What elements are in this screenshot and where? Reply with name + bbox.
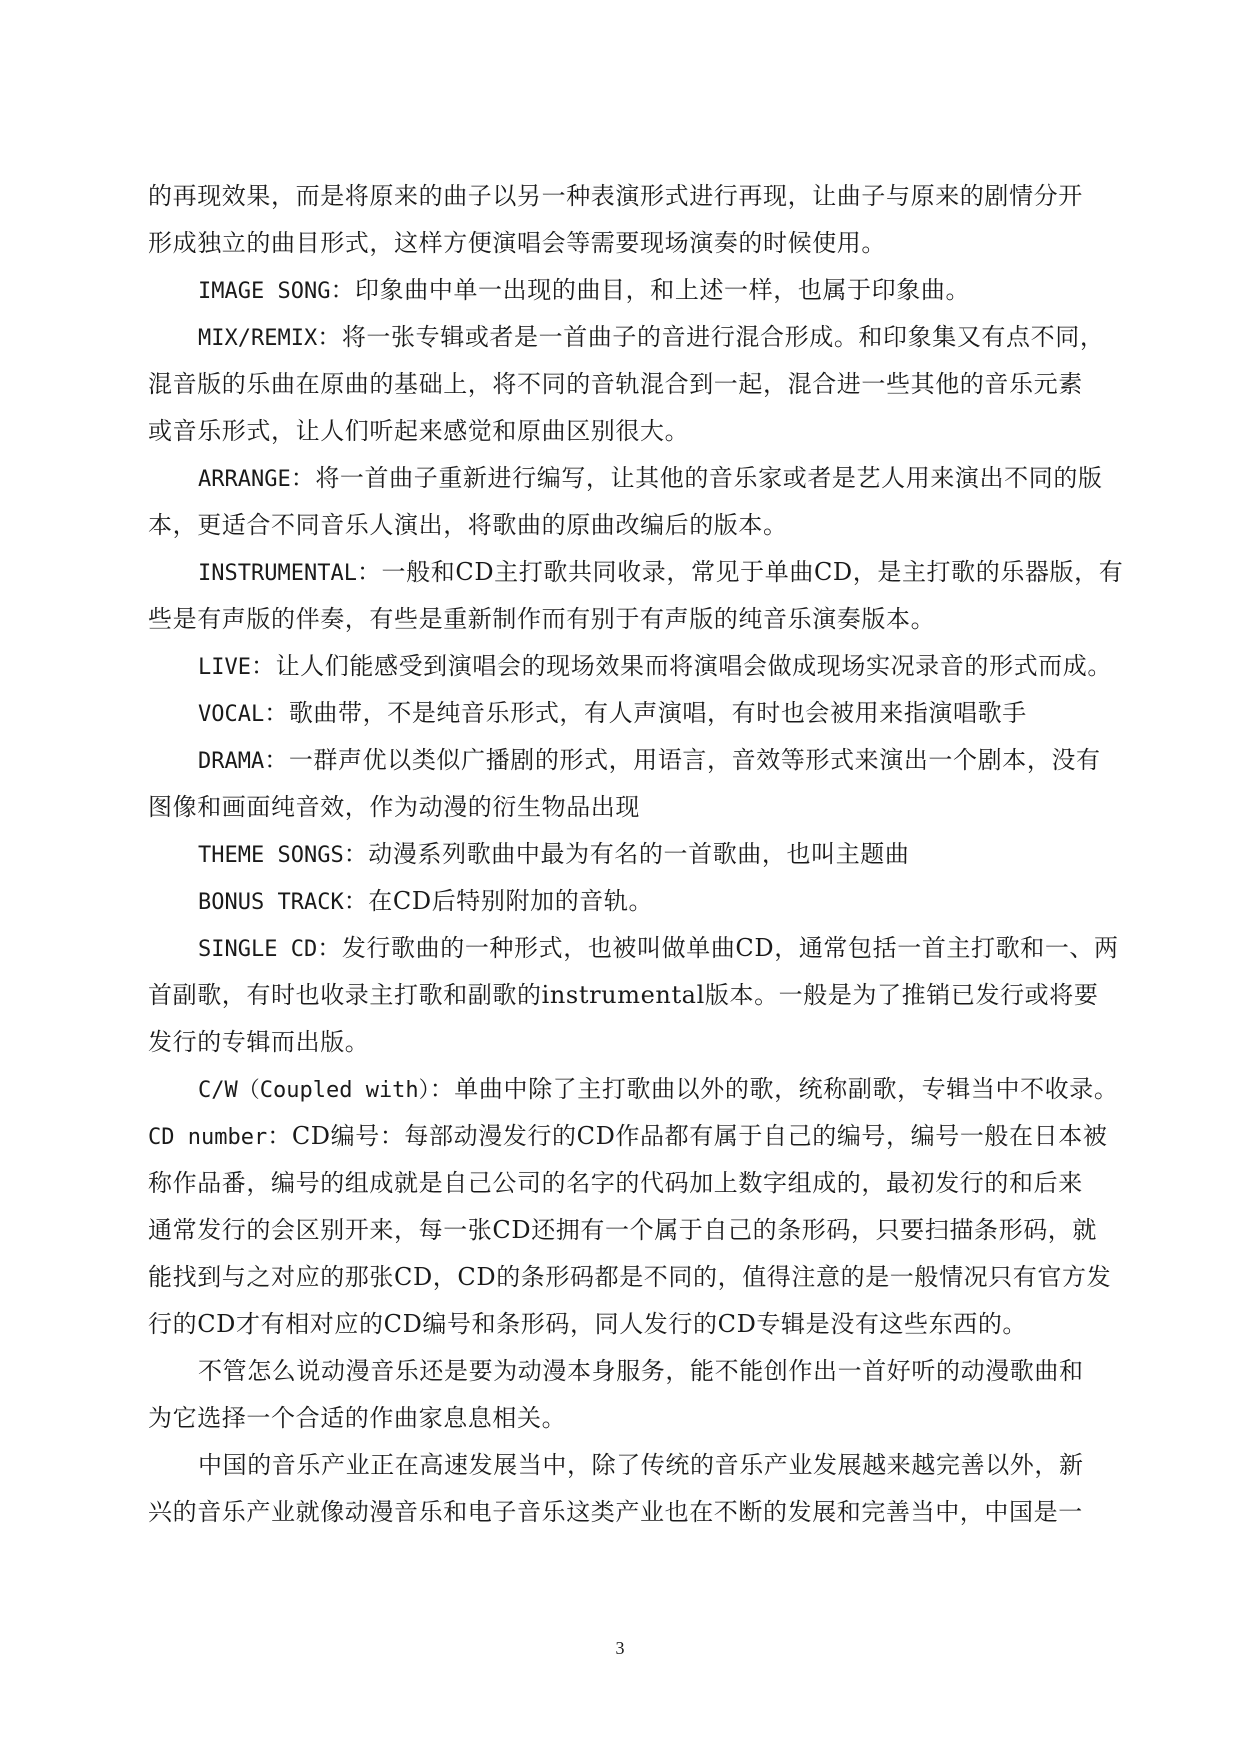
text-line	[148, 220, 1124, 267]
text-line	[148, 643, 1124, 690]
line-text: 中国的音乐产业正在高速发展当中，除了传统的音乐产业发展越来越完善以外，新	[198, 1451, 1084, 1479]
text-line	[148, 502, 1124, 549]
line-text: ：发行歌曲的一种形式，也被叫做单曲CD，通常包括一首主打歌和一、两	[317, 934, 1119, 962]
line-text: 兴的音乐产业就像动漫音乐和电子音乐这类产业也在不断的发展和完善当中，中国是一	[148, 1498, 1083, 1526]
line-text: 为它选择一个合适的作曲家息息相关。	[148, 1404, 567, 1432]
line-text: ：将一首曲子重新进行编写，让其他的音乐家或者是艺人用来演出不同的版	[290, 464, 1103, 492]
glossary-term: DRAMA	[198, 749, 265, 774]
glossary-term: MIX/REMIX	[198, 326, 318, 351]
text-line	[148, 1160, 1124, 1207]
text-line	[148, 1207, 1124, 1254]
line-text: 首副歌，有时也收录主打歌和副歌的instrumental版本。一般是为了推销已发行或将要	[148, 981, 1099, 1009]
text-line	[148, 878, 1124, 925]
text-line	[148, 1066, 1124, 1113]
line-text: ：将一张专辑或者是一首曲子的音进行混合形成。和印象集又有点不同，	[317, 323, 1105, 351]
text-line	[148, 596, 1124, 643]
page-number: 3	[615, 1638, 625, 1658]
line-text: ：印象曲中单一出现的曲目，和上述一样，也属于印象曲。	[330, 276, 971, 304]
line-text: ：一群声优以类似广播剧的形式，用语言，音效等形式来演出一个剧本，没有	[264, 746, 1101, 774]
text-line	[148, 549, 1124, 596]
line-text: ：在CD后特别附加的音轨。	[343, 887, 654, 915]
text-line	[148, 972, 1124, 1019]
line-text: 图像和画面纯音效，作为动漫的衍生物品出现	[148, 793, 640, 821]
line-text: 的再现效果，而是将原来的曲子以另一种表演形式进行再现，让曲子与原来的剧情分开	[148, 182, 1083, 210]
line-text: 本，更适合不同音乐人演出，将歌曲的原曲改编后的版本。	[148, 511, 788, 539]
line-text: 混音版的乐曲在原曲的基础上，将不同的音轨混合到一起，混合进一些其他的音乐元素	[148, 370, 1083, 398]
text-line	[148, 1301, 1124, 1348]
line-text: 称作品番，编号的组成就是自己公司的名字的代码加上数字组成的，最初发行的和后来	[148, 1169, 1083, 1197]
glossary-term: SINGLE CD	[198, 937, 318, 962]
line-text: ：一般和CD主打歌共同收录，常见于单曲CD，是主打歌的乐器版，有	[356, 558, 1124, 586]
text-line	[148, 314, 1124, 361]
text-line	[148, 1019, 1124, 1066]
line-text: ：动漫系列歌曲中最为有名的一首歌曲，也叫主题曲	[343, 840, 910, 868]
body-text	[148, 173, 1124, 1536]
line-text: 不管怎么说动漫音乐还是要为动漫本身服务，能不能创作出一首好听的动漫歌曲和	[198, 1357, 1084, 1385]
line-text: ：歌曲带，不是纯音乐形式，有人声演唱，有时也会被用来指演唱歌手	[264, 699, 1027, 727]
glossary-term: CD number	[148, 1125, 268, 1150]
line-text: 能找到与之对应的那张CD，CD的条形码都是不同的，值得注意的是一般情况只有官方发	[148, 1263, 1112, 1291]
text-line	[148, 173, 1124, 220]
glossary-term: THEME SONGS	[198, 843, 344, 868]
glossary-term: BONUS TRACK	[198, 890, 344, 915]
line-text: 发行的专辑而出版。	[148, 1028, 370, 1056]
line-text: 形成独立的曲目形式，这样方便演唱会等需要现场演奏的时候使用。	[148, 229, 886, 257]
text-line	[148, 831, 1124, 878]
line-text: 或音乐形式，让人们听起来感觉和原曲区别很大。	[148, 417, 690, 445]
text-line	[148, 737, 1124, 784]
text-line	[148, 925, 1124, 972]
text-line	[148, 1348, 1124, 1395]
text-line	[148, 1489, 1124, 1536]
text-line	[148, 1395, 1124, 1442]
text-line	[148, 690, 1124, 737]
line-text: ：单曲中除了主打歌曲以外的歌，统称副歌，专辑当中不收录。	[429, 1075, 1119, 1103]
glossary-term: C/W（Coupled with）	[198, 1078, 430, 1103]
text-line	[148, 408, 1124, 455]
line-text: 行的CD才有相对应的CD编号和条形码，同人发行的CD专辑是没有这些东西的。	[148, 1310, 1028, 1338]
line-text: ：让人们能感受到演唱会的现场效果而将演唱会做成现场实况录音的形式而成。	[250, 652, 1112, 680]
line-text: 些是有声版的伴奏，有些是重新制作而有别于有声版的纯音乐演奏版本。	[148, 605, 936, 633]
glossary-term: LIVE	[198, 655, 251, 680]
glossary-term: IMAGE SONG	[198, 279, 331, 304]
line-text: ：CD编号：每部动漫发行的CD作品都有属于自己的编号，编号一般在日本被	[267, 1122, 1108, 1150]
text-line	[148, 784, 1124, 831]
text-line	[148, 1254, 1124, 1301]
text-line	[148, 1442, 1124, 1489]
line-text: 通常发行的会区别开来，每一张CD还拥有一个属于自己的条形码，只要扫描条形码，就	[148, 1216, 1098, 1244]
text-line	[148, 361, 1124, 408]
text-line	[148, 267, 1124, 314]
glossary-term: VOCAL	[198, 702, 265, 727]
glossary-term: ARRANGE	[198, 467, 291, 492]
text-line	[148, 1113, 1124, 1160]
glossary-term: INSTRUMENTAL	[198, 561, 357, 586]
text-line	[148, 455, 1124, 502]
